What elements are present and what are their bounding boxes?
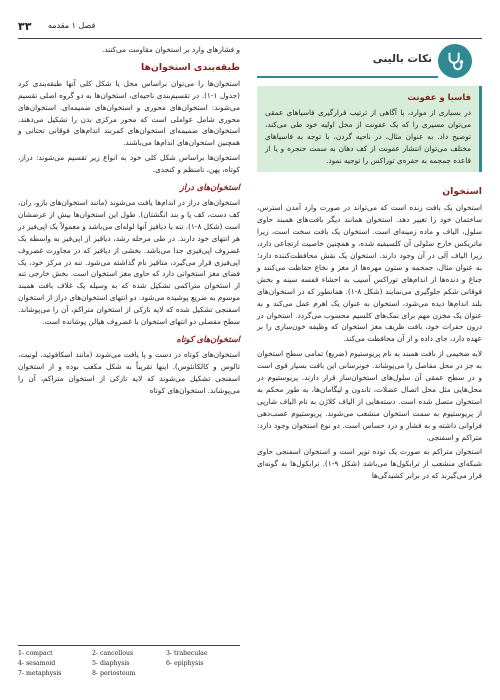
footnote-item: 5- diaphysis [92,660,130,667]
page-number: ۳۳ [18,20,32,33]
chapter-title: فصل ۱ مقدمه [48,21,96,30]
clinical-callout-box [257,86,482,172]
section-title-bone-classification: طبقه‌بندی استخوان‌ها [140,61,240,73]
section-title-bone: استخوان [442,186,482,198]
subsection-title-long-bones: استخوان‌های دراز [179,182,240,193]
paragraph: لایه ضخیمی از بافت همبند به نام پریوستیوم (ضریع) تمامی سطح استخوان به جز در محل مفاصل را می‌پوشاند. خونرسانی این بافت بسیار قوی است و در سطح عمقی آن سلول‌های استخوان‌ساز قرار دارند. پریوستیوم در محل‌هایی مثل محل اتصال عضلات، تاندون و لیگامان‌ها، به طور محکم به استخوان متصل شده است. دسته‌هایی از الیاف کلاژن به نام الیاف شارپی از پریوستیوم به سمت استخوان منشعب می‌شوند. پریوستیوم عصب‌دهی فراوانی داشته و به فشار و درد حساس است. دو نوع استخوان وجود دارد: متراکم و اسفنجی. [257,349,482,442]
subsection-title-short-bones: استخوان‌های کوتاه [176,333,240,344]
left-column [18,44,240,399]
paragraph: استخوان‌ها براساس شکل کلی خود به انواع زیر تقسیم می‌شوند: دراز، کوتاه، پهن، نامنظم و کنجدی. [18,153,240,175]
clinical-notes-header [257,44,482,82]
footnote-divider [18,645,240,646]
footnote-item: 6- epiphysis [166,660,204,667]
paragraph: استخوان‌های دراز در اندام‌ها یافت می‌شوند (مانند استخوان‌های بازو، ران، کف دست، کف پا و بند انگشتان). طول این استخوان‌ها بیش از عرضشان است (شکل ۸-۱). تنه یا دیافیز آنها لوله‌ای می‌باشد و معمولاً یک اپی‌فیز در هر انتهای خود دارند. در طی مرحله رشد، دیافیز از اپی‌فیز به واسطه یک غضروف اپی‌فیزی جدا می‌باشد. بخشی از دیافیز که در مجاورت غضروف اپی‌فیزی قرار می‌گیرد، متافیز نام گذاشته می‌شود. تنه در مرکز خود، یک فضای مغز استخوانی دارد که حاوی مغز استخوان است. بخش خارجی تنه از استخوان متراکمی تشکیل شده که به وسیله یک غلاف بافت همبند موسوم به ضریع پوشیده می‌شود. دو انتهای استخوان‌های دراز از استخوان اسفنجی تشکیل شده که لایه نازکی از استخوان متراکم، آن را می‌پوشاند. سطح مفصلی دو انتهای استخوان با غضروف هیالن پوشانده است. [18,197,240,327]
footnotes [18,645,240,677]
intro-line: و فشارهای وارد بر استخوان مقاومت می‌کنند. [102,45,240,54]
callout-title: فاسیا و عفونت [407,92,471,102]
paragraph: استخوان متراکم به صورت یک توده توپر است و استخوان اسفنجی حاوی شبکه‌ای منشعب از ترابکول‌ها می‌باشد (شکل ۹-۱). ترابکول‌ها به گونه‌ای قرار می‌گیرند که در برابر کشیدگی‌ها [257,447,483,481]
paragraph: استخوان‌های کوتاه در دست و پا یافت می‌شوند (مانند اسکافوئید، لونیت، تالوس و کالکانئوس). اینها تقریباً به شکل مکعب بوده و از استخوان اسفنجی تشکیل می‌شوند که لایه نازکی از استخوان متراکم، آن را می‌پوشاند. استخوان‌های کوتاه [18,349,240,395]
footnote-item: 8- periosteum [92,670,136,677]
footnote-item: 2- cancellous [92,650,134,657]
footnote-item: 4- sesamoid [18,660,56,667]
footnote-item: 3- trabeculae [166,650,208,657]
clinical-notes-title: نکات بالینی [372,53,432,65]
header-divider [18,38,482,39]
page-header [18,20,482,36]
footnote-item: 1- compact [18,650,53,657]
callout-text: در بسیاری از موارد، با آگاهی از ترتیب قرارگیری فاسیاهای عمقی می‌توان مسیری را که یک عفونت از محل اولیه خود طی می‌کند، توضیح داد. به عنوان مثال، در ناحیه گردن، با توجه به فاسیاهای مختلف می‌توان انتشار عفونت از کف دهان به سمت حنجره و یا از قاعده جمجمه به حفره‌ی توراکس را توجیه نمود. [265,107,471,165]
stethoscope-icon [438,44,472,78]
paragraph: استخوان‌ها را می‌توان براساس محل یا شکل کلی آنها طبقه‌بندی کرد (جدول ۱-۱). در تقسیم‌بندی ناحیه‌ای، استخوان‌ها به دو گروه اصلی تقسیم می‌شوند: استخوان‌های محوری و استخوان‌های ضمیمه‌ای. استخوان‌های محوری شامل عواملی است که محور مرکزی بدن را تشکیل می‌دهند. استخوان‌های ضمیمه‌ای استخوان‌های کمربند اندام‌های فوقانی تحتانی و همچنین استخوان‌های اندام‌ها می‌باشند. [18,78,240,148]
footnote-item: 7- metaphysis [18,670,62,677]
clinical-divider [257,76,438,78]
right-column [257,44,482,485]
paragraph: استخوان یک بافت زنده است که می‌تواند در صورت وارد آمدن استرس، ساختمان خود را تغییر دهد. استخوان همانند دیگر بافت‌های همبند حاوی سلول، الیاف و ماده زمینه‌ای است. استخوان یک بافت سخت است، زیرا ماتریکس خارج سلولی آن کلسیفیه شده، و همچنین خاصیت ارتجاعی دارد، زیرا الیاف آلی در آن وجود دارند. استخوان یک نقش محافظت‌کننده دارد؛ به عنوان مثال، جمجمه و ستون مهره‌ها از مغز و نخاع حفاظت می‌کنند و جناغ و دنده‌ها از اندام‌های توراکس آسیب به احشاء قفسه سینه و بخش فوقانی شکم جلوگیری می‌نمایند (شکل ۸-۱). همانطور که در استخوان‌های بلند اندام‌ها دیده می‌شود، استخوان به عنوان یک اهرم عمل می‌کند و به عنوان یک مخزن مهم برای نمک‌های کلسیم محسوب می‌گردد. استخوان در درون حفرات خود، بافت ظریف مغز استخوان که وظیفه خون‌سازی را بر عهده دارد، جای داده و از آن محافظت می‌کند. [257,203,482,344]
footnote-grid [18,650,240,677]
